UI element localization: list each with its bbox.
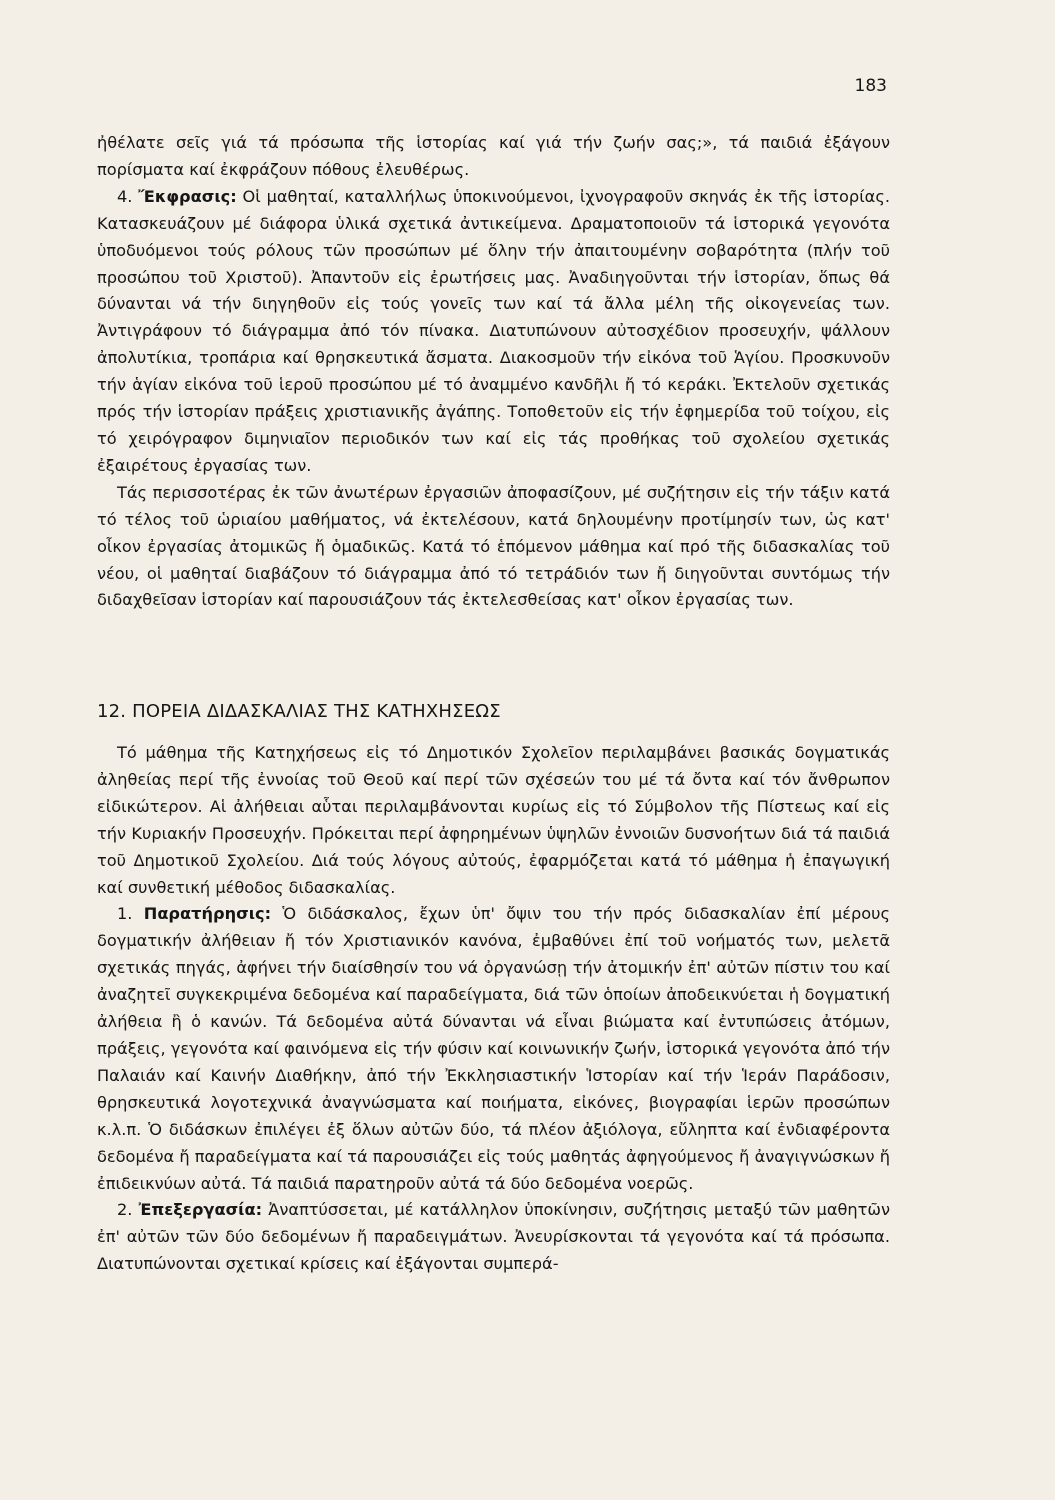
- step-1-text: Ὁ διδάσκαλος, ἔχων ὑπ' ὄψιν του τήν πρός διδασκαλίαν ἐπί μέρους δογματικήν ἀλήθειαν ἤ τόν Χριστιανικόν κανόνα, ἐμβαθύνει ἐπί τοῦ νοήματός των, μελετᾶ σχετικάς πηγάς, ἀφήνει τήν διαίσθησίν του νά ὀργανώσῃ τήν ἀτομικήν ἐπ' αὐτῶν πίστιν του καί ἀναζητεῖ συγκεκριμένα δεδομένα καί παραδείγματα, διά τῶν ὁποίων ἀποδεικνύεται ἡ δογματική ἀλήθεια ἢ ὁ κανών. Τά δεδομένα αὐτά δύνανται νά εἶναι βιώματα καί ἐντυπώσεις ἀτόμων, πράξεις, γεγονότα καί φαινόμενα εἰς τήν φύσιν καί κοινωνικήν ζωήν, ἱστορικά γεγονότα ἀπό τήν Παλαιάν καί Καινήν Διαθήκην, ἀπό τήν Ἐκκλησιαστικήν Ἱστορίαν καί τήν Ἱεράν Παράδοσιν, θρησκευτικά λογοτεχνικά ἀναγνώσματα καί ποιήματα, εἰκόνες, βιογραφίαι ἱερῶν προσώπων κ.λ.π. Ὁ διδάσκων ἐπιλέγει ἐξ ὅλων αὐτῶν δύο, τά πλέον ἀξιόλογα, εὔληπτα καί ἐνδιαφέροντα δεδομένα ἤ παραδείγματα καί τά παρουσιάζει εἰς τούς μαθητάς ἀφηγούμενος ἤ ἀναγιγνώσκων ἤ ἐπιδεικνύων αὐτά. Τά παιδιά παρατηροῦν αὐτά τά δύο δεδομένα νοερῶς.: [97, 904, 890, 1193]
- step-4-runin-heading: Ἔκφρασις:: [138, 186, 237, 206]
- top-text-block: [97, 130, 890, 614]
- section-12-block: [97, 698, 890, 1278]
- continuation-paragraph: ἠθέλατε σεῖς γιά τά πρόσωπα τῆς ἱστορίας καί γιά τήν ζωήν σας;», τά παιδιά ἐξάγουν πορίσματα καί ἐκφράζουν πόθους ἐλευθέρως.: [97, 133, 890, 179]
- step-2-runin-heading: Ἐπεξεργασία:: [138, 1200, 263, 1220]
- step-4-number: 4.: [117, 186, 139, 206]
- step-2-text: Ἀναπτύσσεται, μέ κατάλληλον ὑποκίνησιν, συζήτησις μεταξύ τῶν μαθητῶν ἐπ' αὐτῶν τῶν δύο δεδομένων ἤ παραδειγμάτων. Ἀνευρίσκονται τά γεγονότα καί τά πρόσωπα. Διατυπώνονται σχετικαί κρίσεις καί ἐξάγονται συμπερά-: [97, 1200, 891, 1274]
- step-4-paragraph: [97, 184, 890, 480]
- step-1-number: 1.: [117, 904, 144, 924]
- step-2-number: 2.: [117, 1200, 139, 1220]
- step-2-paragraph: [97, 1197, 890, 1278]
- step-1-runin-heading: Παρατήρησις:: [143, 904, 272, 924]
- page-number: 183: [854, 76, 887, 96]
- section-heading: 12. ΠΟΡΕΙΑ ΔΙΔΑΣΚΑΛΙΑΣ ΤΗΣ ΚΑΤΗΧΗΣΕΩΣ: [97, 701, 501, 722]
- section-intro-paragraph: Τό μάθημα τῆς Κατηχήσεως εἰς τό Δημοτικόν Σχολεῖον περιλαμβάνει βασικάς δογματικάς ἀληθείας περί τῆς ἐννοίας τοῦ Θεοῦ καί περί τῶν σχέσεών του μέ τά ὄντα καί τόν ἄνθρωπον εἰδικώτερον. Αἱ ἀλήθειαι αὗται περιλαμβάνονται κυρίως εἰς τό Σύμβολον τῆς Πίστεως καί εἰς τήν Κυριακήν Προσευχήν. Πρόκειται περί ἀφηρημένων ὑψηλῶν ἐννοιῶν δυσνοήτων διά τά παιδιά τοῦ Δημοτικοῦ Σχολείου. Διά τούς λόγους αὐτούς, ἐφαρμόζεται κατά τό μάθημα ἡ ἐπαγωγική καί συνθετική μέθοδος διδασκαλίας.: [97, 743, 890, 897]
- step-1-paragraph: [97, 901, 890, 1197]
- step-4-text: Οἱ μαθηταί, καταλλήλως ὑποκινούμενοι, ἰχνογραφοῦν σκηνάς ἐκ τῆς ἱστορίας. Κατασκευάζουν μέ διάφορα ὑλικά σχετικά ἀντικείμενα. Δραματοποιοῦν τά ἱστορικά γεγονότα ὑποδυόμενοι τούς ρόλους τῶν προσώπων μέ ὅλην τήν ἀπαιτουμένην σοβαρότητα (πλήν τοῦ προσώπου τοῦ Χριστοῦ). Ἀπαντοῦν εἰς ἐρωτήσεις μας. Ἀναδιηγοῦνται τήν ἱστορίαν, ὅπως θά δύνανται νά τήν διηγηθοῦν εἰς τούς γονεῖς των καί τά ἄλλα μέλη τῆς οἰκογενείας των. Ἀντιγράφουν τό διάγραμμα ἀπό τόν πίνακα. Διατυπώνουν αὐτοσχέδιον προσευχήν, ψάλλουν ἀπολυτίκια, τροπάρια καί θρησκευτικά ἄσματα. Διακοσμοῦν τήν εἰκόνα τοῦ Ἁγίου. Προσκυνοῦν τήν ἁγίαν εἰκόνα τοῦ ἱεροῦ προσώπου μέ τό ἀναμμένο κανδῆλι ἤ τό κεράκι. Ἐκτελοῦν σχετικάς πρός τήν ἱστορίαν πράξεις χριστιανικῆς ἀγάπης. Τοποθετοῦν εἰς τήν ἐφημερίδα τοῦ τοίχου, εἰς τό χειρόγραφον διμηνιαῖον περιοδικόν των καί εἰς τάς προθήκας τοῦ σχολείου σχετικάς ἐξαιρέτους ἐργασίας των.: [97, 186, 890, 475]
- homework-paragraph: Τάς περισσοτέρας ἐκ τῶν ἀνωτέρων ἐργασιῶν ἀποφασίζουν, μέ συζήτησιν εἰς τήν τάξιν κατά τό τέλος τοῦ ὡριαίου μαθήματος, νά ἐκτελέσουν, κατά δηλουμένην προτίμησίν των, ὡς κατ' οἶκον ἐργασίας ἀτομικῶς ἤ ὁμαδικῶς. Κατά τό ἑπόμενον μάθημα καί πρό τῆς διδασκαλίας τοῦ νέου, οἱ μαθηταί διαβάζουν τό διάγραμμα ἀπό τό τετράδιόν των ἤ διηγοῦνται συντόμως τήν διδαχθεῖσαν ἱστορίαν καί παρουσιάζουν τάς ἐκτελεσθείσας κατ' οἶκον ἐργασίας των.: [97, 482, 890, 610]
